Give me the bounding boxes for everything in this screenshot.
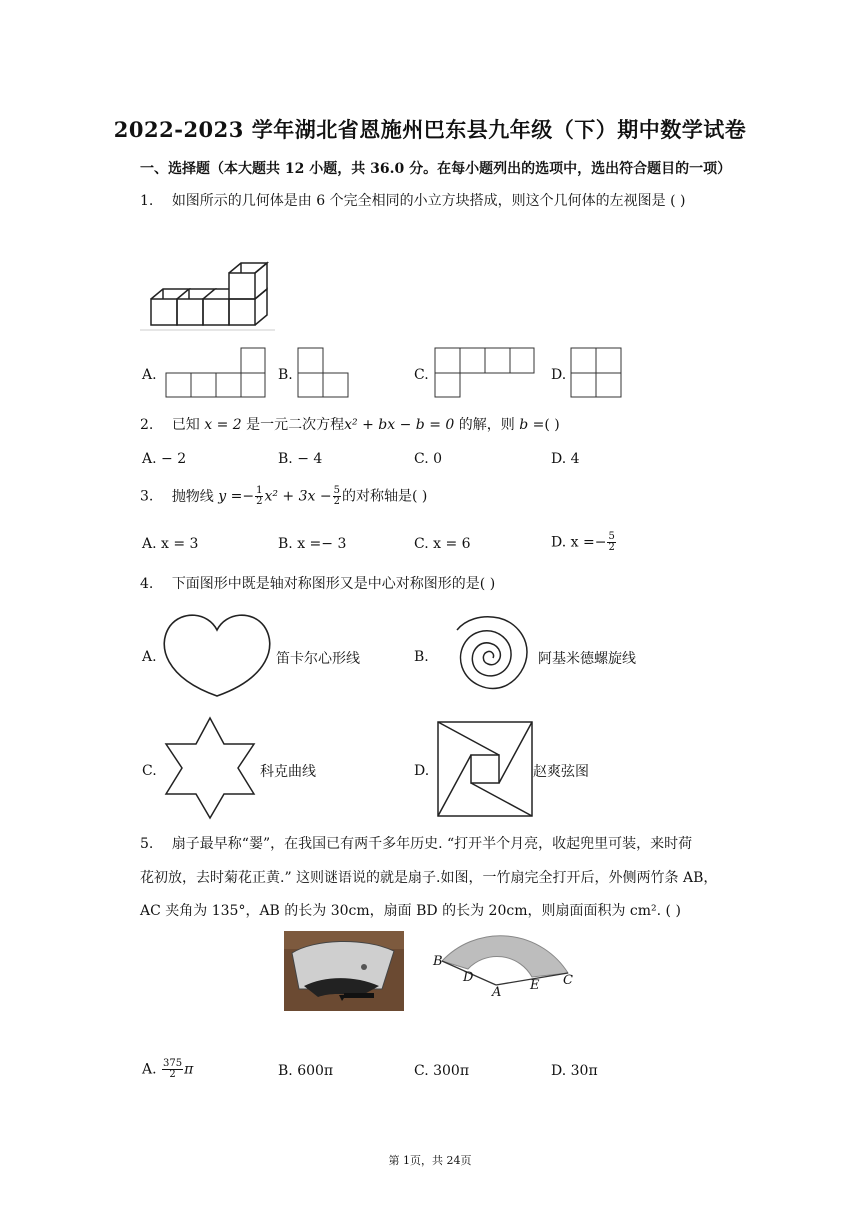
- option-c: C. 300π: [414, 1063, 470, 1079]
- question-3: [140, 486, 427, 507]
- option-label: B.: [414, 649, 429, 665]
- option-d: D. 30π: [551, 1063, 598, 1079]
- option-d: D. x =− $\frac{5}{2}$: [551, 531, 615, 553]
- question-4: [140, 574, 495, 594]
- question-text: 如图所示的几何体是由 6 个完全相同的小立方块搭成，则这个几何体的左视图是 ( ): [171, 193, 686, 209]
- text-fragment: 的对称轴是( ): [341, 488, 428, 505]
- option-label: B.: [278, 367, 293, 383]
- koch-star-figure: [160, 716, 260, 820]
- question-number: 4.: [140, 576, 154, 592]
- option-label: C.: [414, 367, 429, 383]
- question-text: 下面图形中既是轴对称图形又是中心对称图形的是( ): [171, 576, 496, 592]
- question-number: 5.: [140, 836, 154, 852]
- equation: x² + bx − b = 0: [344, 417, 455, 433]
- fan-diagram: [428, 921, 578, 1001]
- label-a: A: [492, 985, 502, 1000]
- question-number: 1.: [140, 193, 154, 209]
- text-fragment: 已知: [171, 417, 205, 433]
- text-fragment: =( ): [528, 417, 560, 433]
- cube-solid-figure: [140, 255, 280, 335]
- option-a: A. x = 3: [142, 536, 199, 552]
- caption: 科克曲线: [260, 764, 316, 780]
- option-a: A. $\frac{375}{2}$ π: [142, 1058, 194, 1080]
- spiral-figure: [435, 610, 535, 702]
- fraction: $\frac{5}{2}$: [608, 531, 615, 553]
- caption: 赵爽弦图: [533, 764, 589, 780]
- option-b: B. x =− 3: [278, 536, 347, 552]
- fan-photo: [284, 931, 404, 1011]
- option-label: D.: [414, 763, 430, 779]
- question-1: [140, 191, 685, 211]
- question-2: [140, 415, 560, 435]
- label-d: D: [463, 970, 474, 985]
- question-number: 2.: [140, 417, 154, 433]
- equation: b: [519, 417, 529, 433]
- caption: 阿基米德螺旋线: [538, 651, 636, 667]
- question-text: 扇子最早称“翣”，在我国已有两千多年历史. “打开半个月亮，收起兜里可装，来时荷: [171, 836, 693, 852]
- cardioid-figure: [160, 608, 275, 700]
- fraction: $\frac{5}{2}$: [333, 485, 340, 507]
- option-d-figure: [570, 347, 624, 399]
- option-b-figure: [297, 347, 351, 399]
- option-c-figure: [434, 347, 536, 399]
- page-footer: 第 1页，共 24页: [388, 1154, 472, 1167]
- option-label: A.: [142, 367, 157, 383]
- equation: y =−: [218, 488, 255, 505]
- option-label: C.: [142, 763, 157, 779]
- question-5-line-1: [140, 834, 692, 854]
- question-5-line-3: AC 夹角为 135°，AB 的长为 30cm，扇面 BD 的长为 20cm，则扇面面积为 cm². ( ): [140, 903, 681, 919]
- equation: x² + 3x −: [264, 488, 332, 505]
- text-fragment: 抛物线: [171, 488, 219, 505]
- label-e: E: [530, 978, 540, 993]
- option-d: D. 4: [551, 451, 580, 467]
- question-5-line-2: 花初放，去时菊花正黄.” 这则谜语说的就是扇子.如图，一竹扇完全打开后，外侧两竹条 AB，: [140, 870, 718, 886]
- option-b: B. 600π: [278, 1063, 334, 1079]
- fraction: $\frac{1}{2}$: [256, 485, 263, 507]
- section-heading: 一、选择题（本大题共 12 小题，共 36.0 分。在每小题列出的选项中，选出符合题目的一项）: [140, 161, 732, 177]
- label-b: B: [433, 954, 443, 969]
- page-title: 2022-2023 学年湖北省恩施州巴东县九年级（下）期中数学试卷: [113, 117, 747, 142]
- option-label: A.: [142, 649, 157, 665]
- fraction: $\frac{375}{2}$: [163, 1058, 183, 1080]
- caption: 笛卡尔心形线: [276, 651, 360, 667]
- option-a: A. − 2: [142, 451, 187, 467]
- option-a-figure: [165, 347, 267, 399]
- zhao-shuang-figure: [437, 721, 533, 817]
- text-fragment: 是一元二次方程: [241, 417, 345, 433]
- question-number: 3.: [140, 488, 154, 505]
- equation: x = 2: [204, 417, 242, 433]
- option-c: C. x = 6: [414, 536, 471, 552]
- option-b: B. − 4: [278, 451, 323, 467]
- option-label: D.: [551, 367, 567, 383]
- label-c: C: [563, 973, 573, 988]
- text-fragment: 的解，则: [454, 417, 520, 433]
- option-c: C. 0: [414, 451, 443, 467]
